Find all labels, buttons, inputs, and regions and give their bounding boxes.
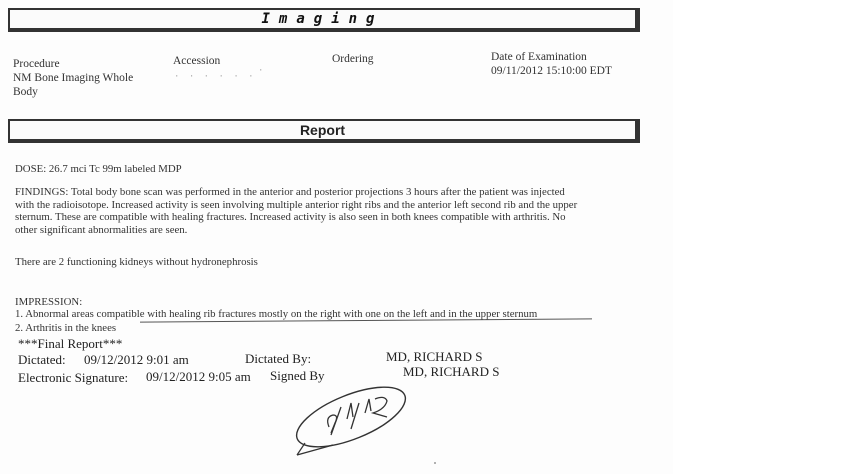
report-banner-title: Report [299, 122, 346, 138]
findings-line: other significant abnormalities are seen. [15, 223, 188, 236]
accession-redacted-dots: · · · · · · [174, 72, 256, 82]
handwritten-signature [285, 385, 415, 465]
dictated-by-label: Dictated By: [245, 351, 312, 366]
dictated-label: Dictated: [18, 352, 66, 367]
procedure-label: Procedure [13, 58, 60, 70]
imaging-banner [8, 8, 640, 32]
impression-label: IMPRESSION: [15, 296, 83, 308]
electronic-signature-label: Electronic Signature: [18, 370, 129, 385]
impression-item-2: 2. Arthritis in the knees [15, 322, 117, 334]
procedure-block [13, 57, 133, 99]
report-banner [8, 119, 640, 143]
scan-speck [434, 462, 436, 464]
impression-item-1: 1. Abnormal areas compatible with healing rib fractures mostly on the right with one on the left and in the upper sternum [15, 308, 538, 320]
redaction-speck: · [258, 66, 266, 76]
kidneys-line: There are 2 functioning kidneys without hydronephrosis [15, 256, 258, 268]
signed-by-value: MD, RICHARD S [403, 364, 500, 379]
findings-paragraph [15, 186, 647, 236]
dose-line: DOSE: 26.7 mci Tc 99m labeled MDP [15, 163, 182, 175]
exam-date-value: 09/11/2012 15:10:00 EDT [491, 65, 612, 77]
dictated-by-value: MD, RICHARD S [386, 349, 483, 364]
procedure-value-line2: Body [13, 86, 38, 98]
findings-line: with the radioisotope. Increased activity is seen involving multiple anterior right ribs and the anterior left second rib and the upper [15, 198, 578, 211]
signed-by-label: Signed By [270, 368, 325, 383]
ordering-label: Ordering [332, 53, 374, 65]
electronic-signature-value: 09/12/2012 9:05 am [146, 369, 251, 384]
exam-date-label: Date of Examination [491, 51, 587, 63]
imaging-banner-title: Imaging [261, 11, 384, 27]
accession-label: Accession [173, 55, 221, 67]
final-report-marker: ***Final Report*** [18, 336, 123, 351]
exam-date-block [491, 50, 612, 78]
findings-line: FINDINGS: Total body bone scan was performed in the anterior and posterior projections 3 hours after the patient was injected [15, 186, 565, 198]
findings-line: sternum. These are compatible with healing fractures. Increased activity is also seen in both knees compatible with arthritis. No [15, 211, 566, 223]
procedure-value-line1: NM Bone Imaging Whole [13, 72, 134, 84]
dictated-value: 09/12/2012 9:01 am [84, 352, 189, 367]
